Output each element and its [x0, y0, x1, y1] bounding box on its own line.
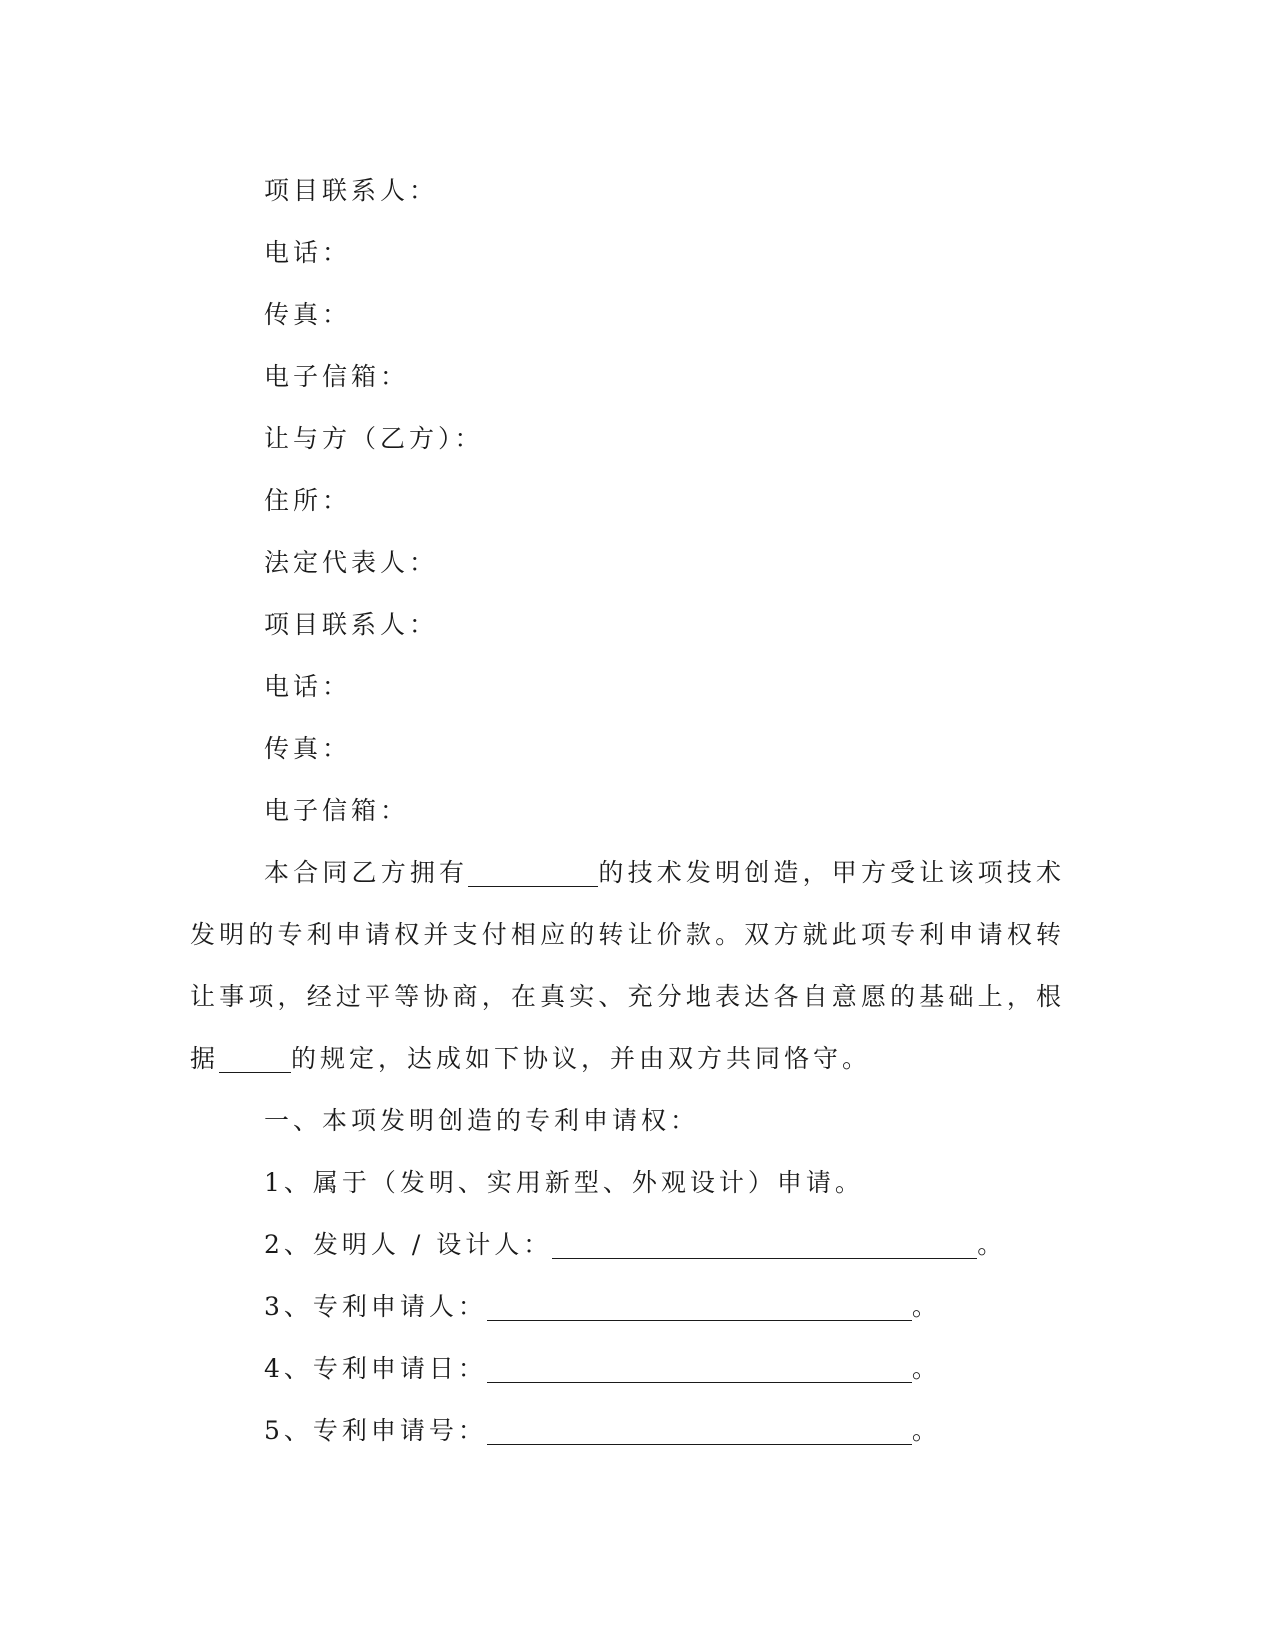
section1-item-1: 1、属于（发明、实用新型、外观设计）申请。	[264, 1168, 864, 1197]
item-end: 。	[977, 1230, 1007, 1259]
party-a-fax: 传真：	[264, 300, 352, 329]
party-a-phone: 电话：	[264, 238, 352, 267]
party-a-email: 电子信箱：	[264, 362, 410, 391]
document-content	[190, 160, 1065, 1462]
item-label: 3、专利申请人：	[264, 1292, 487, 1321]
section1-item-2	[190, 1214, 1065, 1276]
party-b-address: 住所：	[264, 486, 352, 515]
section1-item-5	[190, 1400, 1065, 1462]
party-b-phone: 电话：	[264, 672, 352, 701]
item-label: 4、专利申请日：	[264, 1354, 487, 1383]
party-b-project-contact: 项目联系人：	[264, 610, 439, 639]
party-b-email: 电子信箱：	[264, 796, 410, 825]
party-a-project-contact: 项目联系人：	[264, 176, 439, 205]
item-label: 5、专利申请号：	[264, 1416, 487, 1445]
application-number-blank	[487, 1414, 912, 1445]
applicant-blank	[487, 1290, 912, 1321]
section1-item-3	[190, 1276, 1065, 1338]
section1-title: 一、本项发明创造的专利申请权：	[264, 1106, 700, 1135]
inventor-blank	[552, 1228, 977, 1259]
party-b-heading: 让与方（乙方）：	[264, 424, 484, 453]
item-end: 。	[911, 1354, 941, 1383]
invention-name-blank	[468, 856, 598, 887]
preamble-part1: 本合同乙方拥有	[264, 858, 469, 887]
law-reference-blank	[219, 1042, 291, 1073]
application-date-blank	[487, 1352, 912, 1383]
party-b-legal-rep: 法定代表人：	[264, 548, 439, 577]
party-b-fax: 传真：	[264, 734, 352, 763]
preamble-part3: 的规定，达成如下协议，并由双方共同恪守。	[291, 1044, 872, 1073]
section1-item-4	[190, 1338, 1065, 1400]
item-end: 。	[911, 1416, 941, 1445]
item-label: 2、发明人 / 设计人：	[264, 1230, 553, 1259]
preamble-paragraph	[190, 842, 1065, 1090]
preamble-part2: 的技术发明创造，甲方受让该项技术发明的专利申请权并支付相应的转让价款。双方就此项专利申请权转让事项，经过平等协商，在真实、充分地表达各自意愿的基础上，根据	[190, 858, 1065, 1073]
item-end: 。	[911, 1292, 941, 1321]
